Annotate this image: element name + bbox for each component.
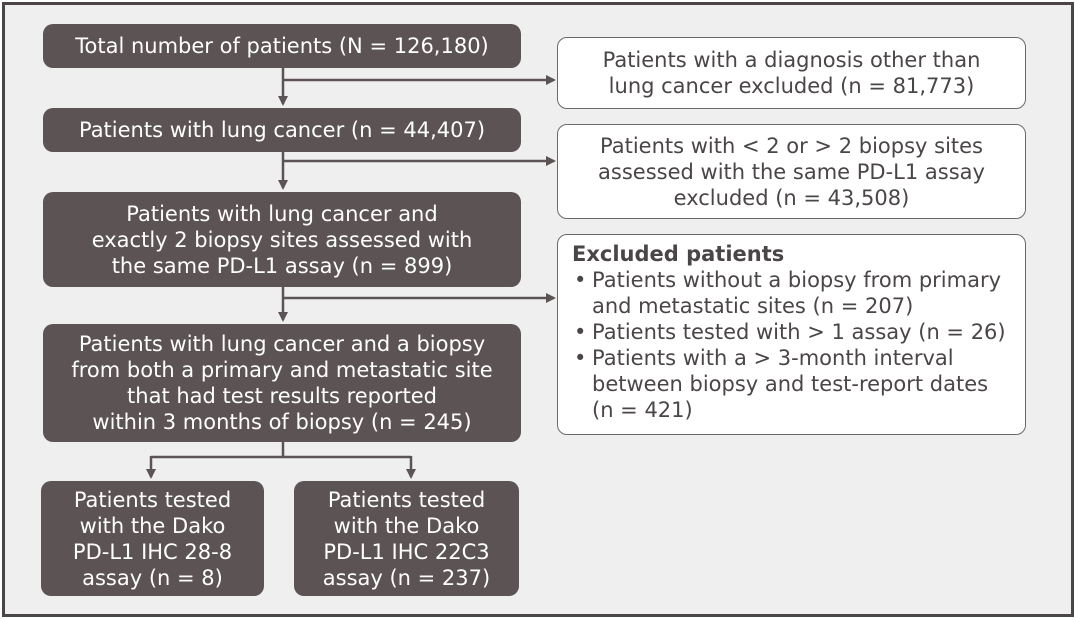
box-dako-22c3-line: with the Dako [333,513,480,538]
list-item [572,345,1013,423]
box-dako-22c3-line: Patients tested [327,487,486,512]
list-item-line: (n = 421) [592,398,693,422]
box-dako-28-8-line: Patients tested [73,487,232,512]
box-primary-metastatic-line: Patients with lung cancer and a biopsy [78,332,486,356]
box-dako-28-8-line: PD-L1 IHC 28-8 [72,539,233,564]
box-two-biopsy-sites [43,192,521,287]
excl-non-lung-cancer-line: Patients with a diagnosis other than [602,48,981,72]
box-two-biopsy-sites-line: Patients with lung cancer and [126,201,438,226]
box-lung-cancer-line: Patients with lung cancer (n = 44,407) [78,118,486,142]
list-item-line: between biopsy and test-report dates [592,372,989,396]
box-dako-28-8-line: assay (n = 8) [82,565,223,590]
excl-biopsy-sites-line: assessed with the same PD-L1 assay [598,159,985,184]
excl-non-lung-cancer-line: lung cancer excluded (n = 81,773) [608,74,975,98]
box-two-biopsy-sites-line: exactly 2 biopsy sites assessed with [91,227,473,252]
box-two-biopsy-sites-line: the same PD-L1 assay (n = 899) [111,253,453,278]
excl-biopsy-sites-line: excluded (n = 43,508) [673,185,910,210]
box-total-patients-line: Total number of patients (N = 126,180) [75,34,489,58]
box-primary-metastatic-line: within 3 months of biopsy (n = 245) [92,410,472,434]
excl-non-lung-cancer [557,37,1026,109]
list-item [572,267,1013,319]
list-item-line: • Patients without a biopsy from primary [592,268,1002,292]
box-dako-28-8-line: with the Dako [79,513,226,538]
excl-patients-items [572,267,1013,423]
excl-patients-heading: Excluded patients [572,242,785,266]
excl-patients-list [557,234,1026,435]
list-item-line: • Patients tested with > 1 assay (n = 26) [592,320,1006,344]
list-item-line: and metastatic sites (n = 207) [592,294,914,318]
box-primary-metastatic-line: that had test results reported [127,384,437,408]
excl-biopsy-sites [557,124,1026,219]
list-item [572,319,1013,345]
list-item-line: • Patients with a > 3-month interval [592,346,954,370]
box-dako-22c3-line: PD-L1 IHC 22C3 [323,539,490,564]
box-dako-22c3-line: assay (n = 237) [322,565,491,590]
box-dako-28-8 [41,481,264,596]
box-primary-metastatic-line: from both a primary and metastatic site [71,358,493,382]
box-dako-22c3 [294,481,519,596]
box-primary-metastatic [43,324,521,442]
box-lung-cancer [43,108,521,152]
box-total-patients [43,24,521,68]
excl-biopsy-sites-line: Patients with < 2 or > 2 biopsy sites [600,133,983,158]
